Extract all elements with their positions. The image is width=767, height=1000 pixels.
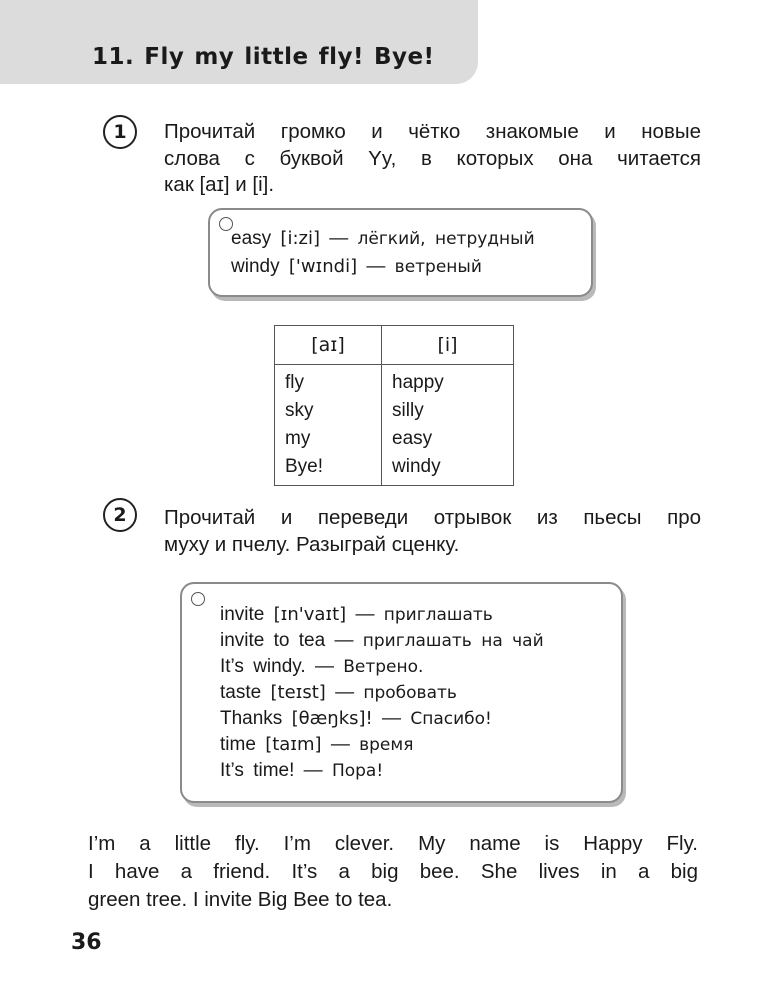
header-band [0,0,478,84]
story-line: I’m a little fly. I’m clever. My name is Happy Fly. [88,832,698,855]
vocab-box-2 [180,582,623,803]
title-word: my [194,44,235,70]
title-word: fly! [318,44,364,70]
instruction-line: Прочитай громко и чётко знакомые и новые [164,120,701,143]
vocab-entry: It’s time! — Пора! [220,760,384,781]
table-cell: fly sky my Bye! [275,365,382,486]
title-word: Fly [144,44,185,70]
table-header: [i] [382,326,514,365]
vocab-entry: invite to tea — приглашать на чай [220,630,544,651]
table-header: [aɪ] [275,326,382,365]
task1-instruction [164,119,701,199]
title-word: little [244,44,309,70]
table-cell: happy silly easy windy [382,365,514,486]
task-number-2: 2 [103,498,137,532]
sound-table [274,325,514,486]
instruction-line: Прочитай и переведи отрывок из пьесы про [164,506,701,529]
vocab-entry: taste [teɪst] — пробовать [220,682,457,703]
task-number-1: 1 [103,115,137,149]
story-line: green tree. I invite Big Bee to tea. [88,888,393,911]
vocab-entry: easy [i:zi] — лёгкий, нетрудный [231,228,535,249]
instruction-line: муху и пчелу. Разыграй сценку. [164,532,460,556]
vocab-entry: It’s windy. — Ветрено. [220,656,424,677]
story-line: I have a friend. It’s a big bee. She lives in a big [88,860,698,883]
instruction-line: слова с буквой Yy, в которых она читается [164,146,701,170]
lesson-number: 11. [92,44,135,70]
vocab-entry: windy ['wɪndi] — ветреный [231,256,482,277]
page-number: 36 [71,930,102,955]
vocab-entry: Thanks [θæŋks]! — Спасибо! [220,708,492,729]
vocab-entry: time [taɪm] — время [220,734,414,755]
story-text [88,830,698,914]
vocab-entry: invite [ɪn'vaɪt] — приглашать [220,604,493,625]
vocab-box-1 [208,208,593,297]
task2-instruction [164,505,701,558]
instruction-line: как [aɪ] и [i]. [164,173,275,196]
title-word: Bye! [373,44,435,70]
lesson-title [92,44,445,70]
box-dot-icon [191,592,205,606]
